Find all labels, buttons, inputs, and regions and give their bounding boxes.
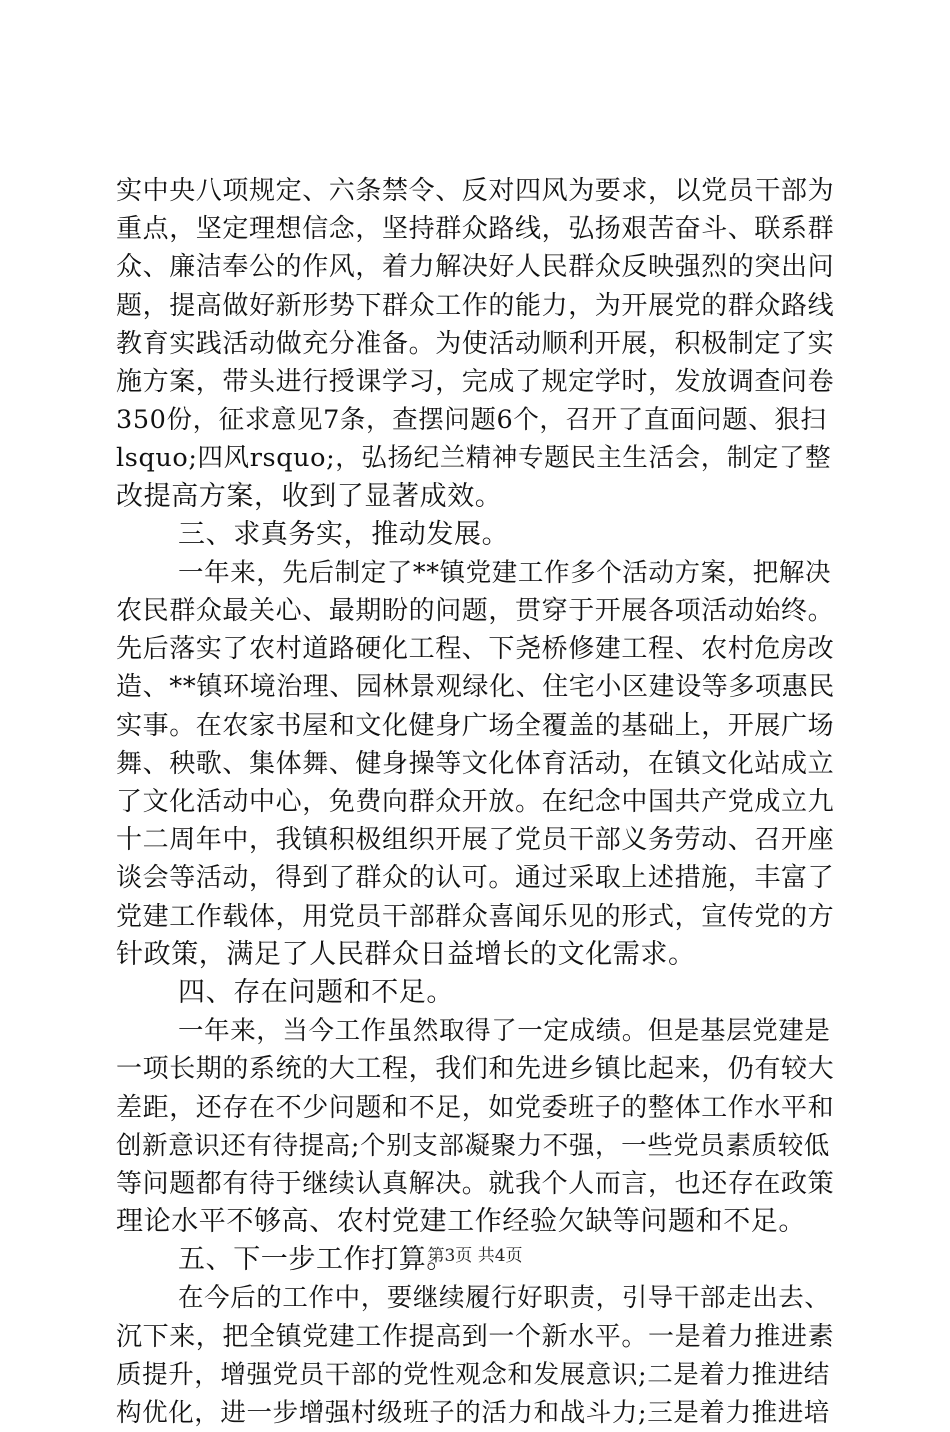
text-line: 在今后的工作中，要继续履行好职责，引导干部走出去、: [178, 1283, 831, 1314]
text-line: 沉下来，把全镇党建工作提高到一个新水平。一是着力推进素: [116, 1321, 835, 1352]
text-line: 针政策，满足了人民群众日益增长的文化需求。: [116, 938, 696, 970]
text-line: 等问题都有待于继续认真解决。就我个人而言，也还存在政策: [116, 1168, 835, 1199]
text-line: 舞、秧歌、集体舞、健身操等文化体育活动，在镇文化站成立: [116, 748, 835, 779]
text-line: 一年来，当今工作虽然取得了一定成绩。但是基层党建是: [178, 1016, 831, 1047]
text-line: 施方案，带头进行授课学习，完成了规定学时，发放调查问卷: [116, 366, 835, 397]
text-line: 一年来，先后制定了**镇党建工作多个活动方案，把解决: [178, 557, 832, 588]
text-line: 教育实践活动做充分准备。为使活动顺利开展，积极制定了实: [116, 328, 835, 359]
text-line: 差距，还存在不少问题和不足，如党委班子的整体工作水平和: [116, 1092, 835, 1123]
text-line: 先后落实了农村道路硬化工程、下尧桥修建工程、农村危房改: [116, 634, 835, 665]
text-line: 创新意识还有待提高;个别支部凝聚力不强，一些党员素质较低: [116, 1130, 830, 1161]
text-line: 理论水平不够高、农村党建工作经验欠缺等问题和不足。: [116, 1206, 806, 1238]
text-line: 构优化，进一步增强村级班子的活力和战斗力;三是着力推进培: [116, 1398, 830, 1428]
text-line: 谈会等活动，得到了群众的认可。通过采取上述措施，丰富了: [116, 863, 835, 894]
text-line: 质提升，增强党员干部的党性观念和发展意识;二是着力推进结: [116, 1359, 830, 1390]
text-line: 350份，征求意见7条，查摆问题6个，召开了直面问题、狠扫: [116, 405, 827, 436]
text-line: 农民群众最关心、最期盼的问题，贯穿于开展各项活动始终。: [116, 596, 835, 627]
text-line: 十二周年中，我镇积极组织开展了党员干部义务劳动、召开座: [116, 825, 835, 856]
text-line: 一项长期的系统的大工程，我们和先进乡镇比起来，仍有较大: [116, 1054, 835, 1085]
text-line: lsquo;四风rsquo;，弘扬纪兰精神专题民主生活会，制定了整: [116, 443, 832, 474]
page-number-footer: 第3页 共4页: [427, 1246, 523, 1266]
text-line: 党建工作载体，用党员干部群众喜闻乐见的形式，宣传党的方: [116, 901, 835, 932]
text-line: 造、**镇环境治理、园林景观绿化、住宅小区建设等多项惠民: [116, 672, 835, 703]
text-line: 题，提高做好新形势下群众工作的能力，为开展党的群众路线: [116, 290, 835, 321]
text-line: 三、求真务实，推动发展。: [178, 518, 510, 550]
text-line: 实事。在农家书屋和文化健身广场全覆盖的基础上，开展广场: [116, 710, 835, 741]
text-line: 改提高方案，收到了显著成效。: [116, 480, 503, 512]
text-line: 了文化活动中心，免费向群众开放。在纪念中国共产党成立九: [116, 787, 835, 817]
text-line: 五、下一步工作打算。: [178, 1244, 454, 1276]
text-line: 众、廉洁奉公的作风，着力解决好人民群众反映强烈的突出问: [116, 252, 835, 283]
text-line: 实中央八项规定、六条禁令、反对四风为要求，以党员干部为: [116, 176, 835, 206]
text-line: 重点，坚定理想信念，坚持群众路线，弘扬艰苦奋斗、联系群: [116, 214, 835, 245]
text-line: 四、存在问题和不足。: [178, 976, 454, 1008]
